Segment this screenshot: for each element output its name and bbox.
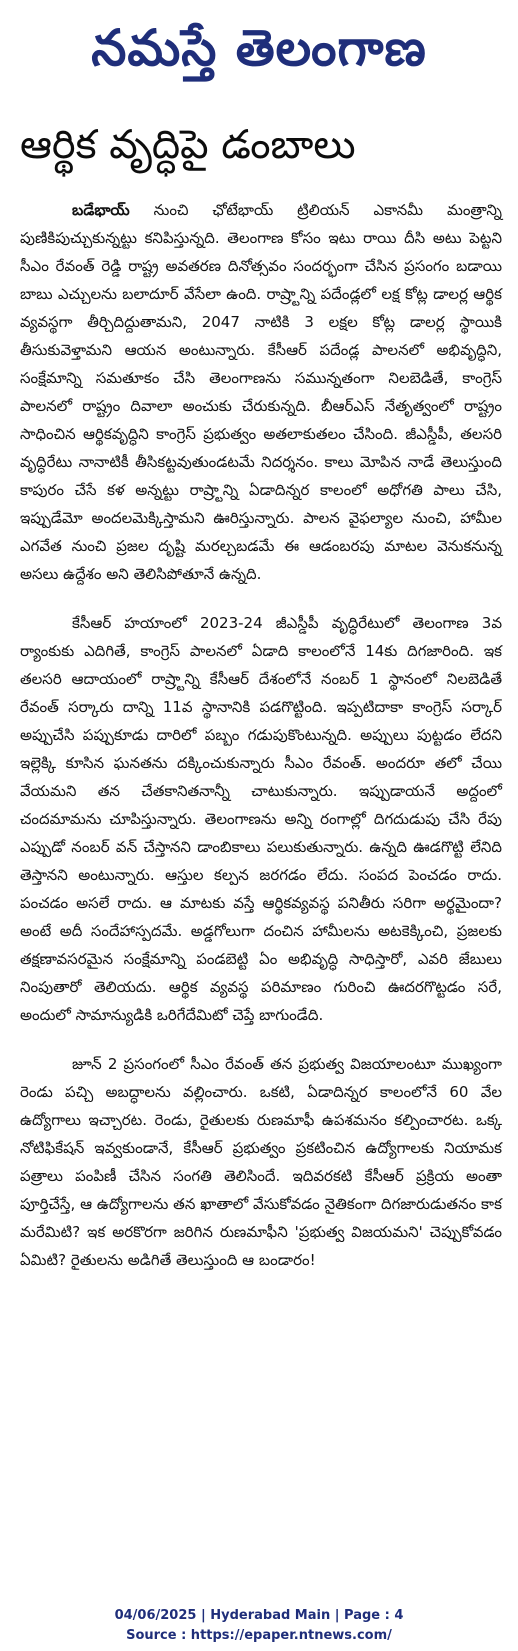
- article-paragraph-1: [20, 196, 502, 588]
- source-line: Source : https://epaper.ntnews.com/: [126, 1628, 392, 1643]
- newspaper-title: నమస్తే తెలంగాణ: [91, 19, 427, 77]
- paragraph-1-text: నుంచి ఛోటేభాయ్ ట్రిలియన్ ఎకానమీ మంత్రాన్ని పుణికిపుచ్చుకున్నట్టు కనిపిస్తున్నది. తెలంగాణ కోసం ఇటు రాయి దీసి అటు పెట్టని సీఎం రేవంత్ రెడ్డి రాష్ట్ర అవతరణ దినోత్సవం సందర్భంగా చేసిన ప్రసంగం బడాయి బాబు ఎచ్చులను బలాదూర్ వేసేలా ఉంది. రాష్ర్టాన్ని పదేండ్లలో లక్ష కోట్ల డాలర్ల ఆర్థిక వ్యవస్థగా తీర్చిదిద్దుతామని, 2047 నాటికి 3 లక్షల కోట్ల డాలర్ల స్థాయికి తీసుకువెళ్తామని ఆయన అంటున్నారు. కేసీఆర్ పదేండ్ల పాలనలో అభివృద్ధిని, సంక్షేమాన్ని సమతూకం చేసి తెలంగాణను సమున్నతంగా నిలబెడితే, కాంగ్రెస్ పాలనలో రాష్ట్రం దివాలా అంచుకు చేరుకున్నది. బీఆర్ఎస్ నేతృత్వంలో రాష్ట్రం సాధించిన ఆర్థికవృద్ధిని కాంగ్రెస్ ప్రభుత్వం అతలాకుతలం చేసింది. జీఎస్డీపీ, తలసరి వృద్ధిరేటు నానాటికీ తీసికట్టవుతుండటమే నిదర్శనం. కాలు మోపిన నాడే తెలుస్తుంది కాపురం చేసే కళ అన్నట్టు రాష్ర్టాన్ని ఏడాదిన్నర కాలంలో అధోగతి పాలు చేసి, ఇప్పుడేమో అందలమెక్కిస్తామని ఊరిస్తున్నారు. పాలన వైఫల్యాల నుంచి, హామీల ఎగవేత నుంచి ప్రజల దృష్టి మరల్చబడమే ఈ ఆడంబరపు మాటల వెనుకనున్న అసలు ఉద్దేశం అని తెలిసిపోతూనే ఉన్నది.: [20, 201, 502, 583]
- article-paragraph-2: కేసీఆర్ హయాంలో 2023-24 జీఎస్డీపీ వృద్ధిరేటులో తెలంగాణ 3వ ర్యాంకుకు ఎదిగితే, కాంగ్రెస్ పాలనలో ఏడాది కాలంలోనే 14కు దిగజారింది. ఇక తలసరి ఆదాయంలో రాష్ర్టాన్ని కేసీఆర్ దేశంలోనే నంబర్ 1 స్థానంలో నిలబెడితే రేవంత్ సర్కారు దాన్ని 11వ స్థానానికి పడగొట్టింది. ఇప్పటిదాకా కాంగ్రెస్ సర్కార్ అప్పుచేసి పప్పుకూడు దారిలో పబ్బం గడుపుకొంటున్నది. అప్పులు పుట్టడం లేదని ఇల్లెక్కి కూసిన ఘనతను దక్కించుకున్నారు సీఎం రేవంత్. అందరూ తలో చేయి వేయమని తన చేతకానితనాన్నీ చాటుకున్నారు. ఇప్పుడాయనే అద్దంలో చందమామను చూపిస్తున్నారు. తెలంగాణను అన్ని రంగాల్లో దిగదుడుపు చేసి రేపు ఎప్పుడో నంబర్ వన్ చేస్తానని డాంబికాలు పలుకుతున్నారు. ఉన్నది ఊడగొట్టి లేనిది తెస్తానని అంటున్నారు. ఆస్తుల కల్పన జరగడం లేదు. సంపద పెంచడం రాదు. పంచడం అసలే రాదు. ఆ మాటకు వస్తే ఆర్థికవ్యవస్థ పనితీరు సరిగా అర్థమైందా? అంటే అదీ సందేహాస్పదమే. అడ్డగోలుగా దంచిన హామీలను అటకెక్కించి, ప్రజలకు తక్షణావసరమైన సంక్షేమాన్ని పండబెట్టి ఏం అభివృద్ధి సాధిస్తారో, ఎవరి జేబులు నింపుతారో తెలియదు. ఆర్థిక వ్యవస్థ పరిమాణం గురించి ఊదరగొట్టడం సరే, అందులో సామాన్యుడికి ఒరిగేదేమిటో చెప్తే బాగుండేది.: [20, 614, 502, 1024]
- article-headline: ఆర్థిక వృద్ధిపై డంబాలు: [20, 122, 356, 168]
- page-footer: [0, 1606, 518, 1646]
- article-paragraph-3: జూన్ 2 ప్రసంగంలో సీఎం రేవంత్ తన ప్రభుత్వ విజయాలంటూ ముఖ్యంగా రెండు పచ్చి అబద్ధాలను వల్లించారు. ఒకటి, ఏడాదిన్నర కాలంలోనే 60 వేల ఉద్యోగాలు ఇచ్చారట. రెండు, రైతులకు రుణమాఫీ ఉపశమనం కల్పించారట. ఒక్క నోటిఫికేషన్ ఇవ్వకుండానే, కేసీఆర్ ప్రభుత్వం ప్రకటించిన ఉద్యోగాలకు నియామక పత్రాలు పంపిణీ చేసిన సంగతి తెలిసిందే. ఇదివరకటి కేసీఆర్ ప్రక్రియ అంతా పూర్తిచేస్తే, ఆ ఉద్యోగాలను తన ఖాతాలో వేసుకోవడం నైతికంగా దిగజారుడుతనం కాక మరేమిటి? ఇక అరకొరగా జరిగిన రుణమాఫీని 'ప్రభుత్వ విజయమని' చెప్పుకోవడం ఏమిటి? రైతులను అడిగితే తెలుస్తుంది ఆ బండారం!: [20, 1055, 502, 1269]
- masthead: [0, 0, 518, 96]
- article-body: [20, 196, 502, 1295]
- lead-word: బడేభాయ్: [72, 201, 130, 219]
- edition-line: 04/06/2025 | Hyderabad Main | Page : 4: [114, 1608, 404, 1623]
